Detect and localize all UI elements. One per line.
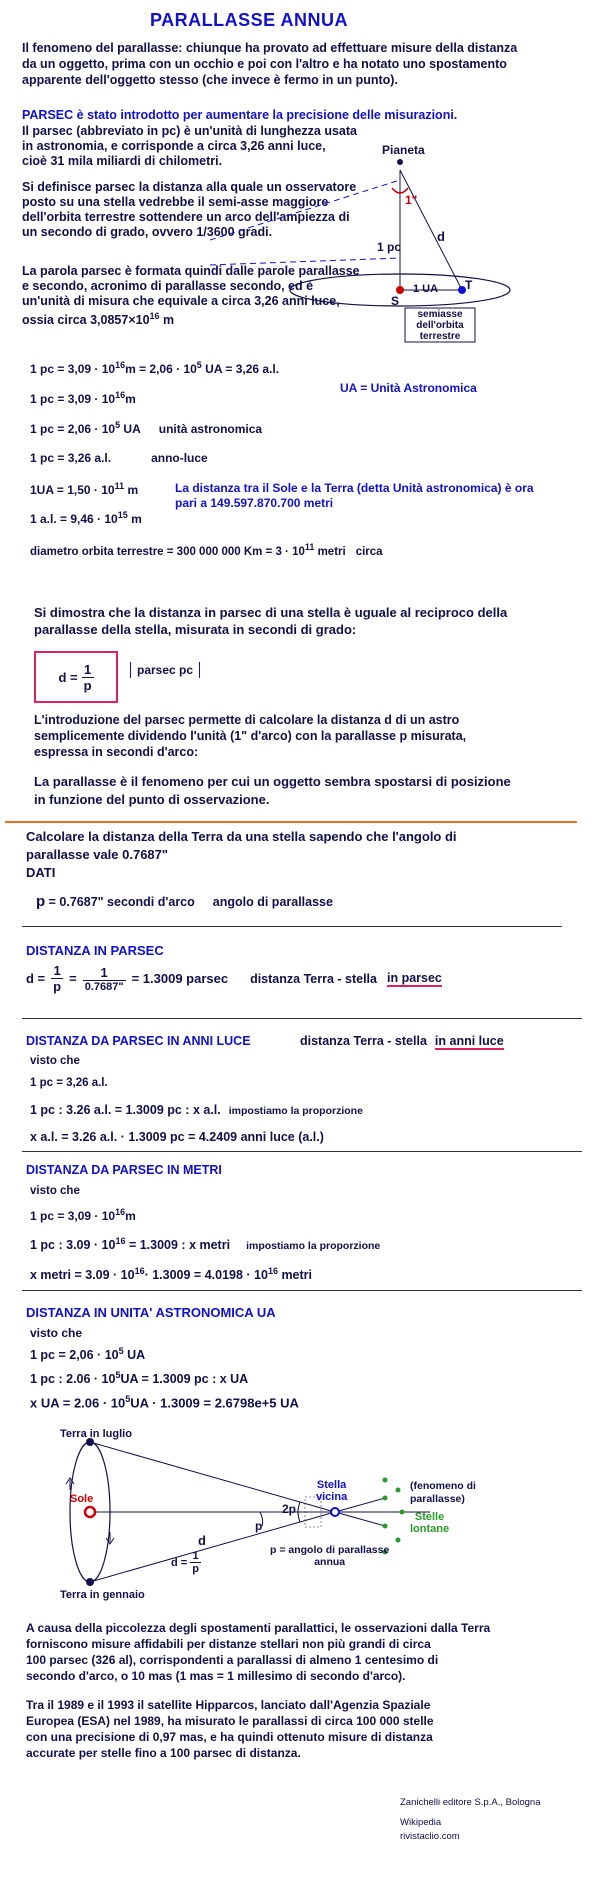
dati-label: DATI — [26, 865, 56, 880]
sun-icon — [85, 1507, 95, 1517]
eq5: $1UA = 1,50 \cdot 10^{11}$ m — [30, 481, 139, 497]
ua-legend: UA = Unità Astronomica — [340, 381, 477, 395]
p-note-line: p = angolo di parallasse — [270, 1544, 390, 1556]
ua-note-line: pari a 149.597.870.700 metri — [175, 496, 334, 510]
al-l2: 1 pc : 3.26 a.l. = 1.3009 pc : x a.l. impostiamo la proporzione — [30, 1103, 363, 1117]
section-al-title: DISTANZA DA PARSEC IN ANNI LUCE — [26, 1034, 251, 1048]
two-p-label: 2p — [282, 1502, 297, 1516]
phenomenon-text — [34, 773, 511, 809]
intro-text — [22, 40, 517, 88]
eq3: 1 pc = $2,06 \cdot 10^5$ UA unità astronomica — [30, 420, 263, 436]
intro2-text — [34, 712, 466, 760]
near-star-line: vicina — [316, 1491, 348, 1503]
parsec-intro: PARSEC è stato introdotto per aumentare la precisione delle misurazioni. — [22, 108, 458, 122]
parsec-calc: d = $\frac{1}{p}$ = $\frac{1}{0.7687"}$ = 1.3009 parsec distanza Terra - stella in parsec — [26, 963, 442, 994]
annual-parallax-diagram — [0, 1420, 593, 1600]
near-star-line: Stella — [316, 1479, 347, 1491]
formula-box — [34, 651, 118, 703]
sun-dot — [396, 286, 404, 294]
parsec-def2-line: posto su una stella vedrebbe il semi-asse maggiore — [22, 195, 329, 209]
d-label: d — [437, 229, 445, 244]
p-label: p — [255, 1519, 263, 1533]
parsec-def2-line: Si definisce parsec la distanza alla quale un osservatore — [22, 180, 357, 194]
p-note-line: annua — [314, 1556, 346, 1568]
divider — [22, 1018, 582, 1019]
semiasse-line: dell'orbita — [416, 320, 464, 331]
pianeta-dot — [397, 159, 403, 165]
one-second-label: 1" — [405, 193, 418, 207]
conclusion-1 — [26, 1620, 490, 1684]
formula-lhs: d = — [58, 669, 78, 685]
parsec-def-line: in astronomia, e corrisponde a circa 3,26 anni luce, — [22, 139, 326, 153]
conclusion-2 — [26, 1697, 434, 1761]
formula-den: p — [83, 677, 92, 693]
conclusion1-line: secondo d'arco, o 10 mas (1 mas = 1 millesimo di secondo d'arco). — [26, 1669, 406, 1683]
d-distance-label: d — [198, 1533, 206, 1548]
reciprocal-line: Si dimostra che la distanza in parsec di una stella è uguale al reciproco della — [34, 605, 508, 620]
m-l3: x metri = $3.09 \cdot 10^{16}\cdot 1.3009 = 4.0198 \cdot 10^{16}$ metri — [30, 1266, 313, 1283]
divider — [22, 1290, 582, 1291]
credits — [400, 1796, 540, 1844]
semiasse-line: terrestre — [419, 331, 461, 342]
semiasse-line: semiasse — [417, 309, 463, 320]
parsec-word-line: La parola parsec è formata quindi dalle parole parallasse — [22, 264, 360, 278]
credit-wikipedia: Wikipedia — [400, 1817, 442, 1828]
parsec-def2-line: un secondo di grado, ovvero 1/3600 gradi. — [22, 225, 273, 239]
intro-line: da un oggetto, prima con un occhio e poi con l'altro e ha notato uno spostamento — [22, 57, 507, 71]
m-l2: 1 pc : $3.09 \cdot 10^{16} = 1.3009$ : x metri impostiamo la proporzione — [30, 1236, 381, 1253]
problem-line: Calcolare la distanza della Terra da una stella sapendo che l'angolo di — [26, 829, 457, 844]
eq1: 1 pc = $3,09 \cdot 10^{16}m = 2,06 \cdot 10^5$ UA = 3,26 a.l. — [30, 360, 280, 376]
reciprocal-line: parallasse della stella, misurata in secondi di grado: — [34, 622, 357, 637]
phenomenon-line: in funzione del punto di osservazione. — [34, 792, 270, 807]
page-title: PARALLASSE ANNUA — [150, 10, 349, 30]
fenomeno-line: parallasse) — [410, 1493, 465, 1505]
d-formula: d = $\frac{1}{p}$ — [171, 1550, 199, 1575]
conclusion2-line: Tra il 1989 e il 1993 il satellite Hipparcos, lanciato dall'Agenzia Spaziale — [26, 1698, 431, 1712]
conclusion2-line: con una precisione di 0,97 mas, e ha quindi ottenuto misure di distanza — [26, 1730, 433, 1744]
orange-divider — [5, 821, 577, 823]
dati-line: p = 0.7687" secondi d'arco angolo di parallasse — [36, 893, 333, 910]
eq4: 1 pc = 3,26 a.l. anno-luce — [30, 451, 208, 465]
s-label: S — [391, 294, 400, 308]
conclusion1-line: 100 parsec (326 al), corrispondenti a parallassi di almeno 1 centesimo di — [26, 1653, 439, 1667]
al-l3: x a.l. = 3.26 a.l. · 1.3009 pc = 4.2409 anni luce (a.l.) — [30, 1130, 324, 1144]
phenomenon-line: La parallasse è il fenomeno per cui un oggetto sembra spostarsi di posizione — [34, 774, 511, 789]
problem-text — [26, 828, 457, 882]
sun-label: Sole — [70, 1493, 94, 1505]
formula-num: 1 — [82, 662, 94, 678]
far-stars-label — [410, 1511, 449, 1535]
al-l1: 1 pc = 3,26 a.l. — [30, 1077, 108, 1089]
conclusion2-line: accurate per stelle fino a 100 parsec di distanza. — [26, 1746, 301, 1760]
divider — [22, 1151, 582, 1152]
credit-publisher: Zanichelli editore S.p.A., Bologna — [400, 1797, 541, 1808]
conclusion2-line: Europea (ESA) nel 1989, ha misurato le parallassi di circa 100 000 stelle — [26, 1714, 434, 1728]
earth-january-label: Terra in gennaio — [60, 1589, 145, 1601]
earth-january-dot — [86, 1578, 94, 1586]
ua-l3: x UA = $2.06 \cdot 10^5UA \cdot 1.3009 = 2.6798e+5$ UA — [30, 1394, 299, 1411]
parsec-word-line: ossia circa $3,0857\times 10^{16}$ m — [22, 311, 175, 328]
p-note — [270, 1544, 389, 1568]
credit-site: rivistaclio.com — [400, 1831, 460, 1842]
intro2-line: semplicemente dividendo l'unità (1" d'arco) con la parallasse p misurata, — [34, 729, 467, 743]
intro-line: apparente dell'oggetto stesso (che invece è fermo in un punto). — [22, 73, 398, 87]
conclusion1-line: A causa della piccolezza degli spostamenti parallattici, le osservazioni dalla Terra — [26, 1621, 491, 1635]
parsec-word-line: un'unità di misura che equivale a circa 3,26 anni luce, — [22, 294, 340, 308]
earth-july-label: Terra in luglio — [60, 1428, 132, 1440]
t-label: T — [465, 278, 473, 292]
pianeta-label: Pianeta — [382, 143, 425, 157]
formula-unit: parsec pc — [130, 662, 200, 678]
far-stars-line: Stelle — [414, 1511, 445, 1523]
semiasse-label — [408, 309, 472, 342]
parsec-def-line: Il parsec (abbreviato in pc) è un'unità di lunghezza usata — [22, 124, 357, 138]
one-pc-label: 1 pc — [377, 240, 402, 254]
section-ua-title: DISTANZA IN UNITA' ASTRONOMICA UA — [26, 1305, 276, 1320]
ua-note — [175, 481, 534, 511]
parsec-word-line: e secondo, acronimo di parallasse secondo, ed è — [22, 279, 314, 293]
m-visto: visto che — [30, 1185, 80, 1197]
section-m-title: DISTANZA DA PARSEC IN METRI — [26, 1163, 222, 1177]
far-stars-line: lontane — [410, 1523, 450, 1535]
parsec-def-line: cioè 31 mila miliardi di chilometri. — [22, 154, 223, 168]
divider — [22, 926, 562, 927]
near-star-label — [316, 1479, 347, 1503]
one-ua-label: 1 UA — [413, 283, 439, 295]
intro-line: Il fenomeno del parallasse: chiunque ha provato ad effettuare misure della distanza — [22, 41, 518, 55]
fenomeno-label — [410, 1480, 476, 1506]
parsec-def2-line: dell'orbita terrestre sottendere un arco dell'ampiezza di — [22, 210, 350, 224]
m-l1: 1 pc = $3,09 \cdot 10^{16}m$ — [30, 1207, 136, 1223]
conclusion1-line: forniscono misure affidabili per distanze stellari non più grandi di circa — [26, 1637, 431, 1651]
eq6: 1 a.l. = $9,46 \cdot 10^{15}$ m — [30, 510, 142, 526]
ua-visto: visto che — [30, 1326, 83, 1340]
section-al-note: distanza Terra - stella in anni luce — [300, 1034, 504, 1048]
eq2: 1 pc = $3,09 \cdot 10^{16}m$ — [30, 390, 136, 406]
ua-l1: 1 pc = $2,06 \cdot 10^5$ UA — [30, 1346, 146, 1363]
near-star-icon — [331, 1508, 339, 1516]
eq7: diametro orbita terrestre = 300 000 000 $Km = 3 \cdot 10^{11}$ metri circa — [30, 542, 383, 558]
intro2-line: L'introduzione del parsec permette di calcolare la distanza d di un astro — [34, 713, 460, 727]
fenomeno-line: (fenomeno di — [410, 1480, 476, 1492]
problem-line: parallasse vale 0.7687" — [26, 847, 169, 862]
section-parsec-title: DISTANZA IN PARSEC — [26, 943, 164, 958]
ua-note-line: La distanza tra il Sole e la Terra (detta Unità astronomica) è ora — [175, 481, 534, 495]
ua-l2: 1 pc : $2.06 \cdot 10^5UA = 1.3009$ pc : x UA — [30, 1370, 249, 1387]
reciprocal-text — [34, 604, 507, 638]
al-visto: visto che — [30, 1055, 80, 1067]
intro2-line: espressa in secondi d'arco: — [34, 745, 199, 759]
